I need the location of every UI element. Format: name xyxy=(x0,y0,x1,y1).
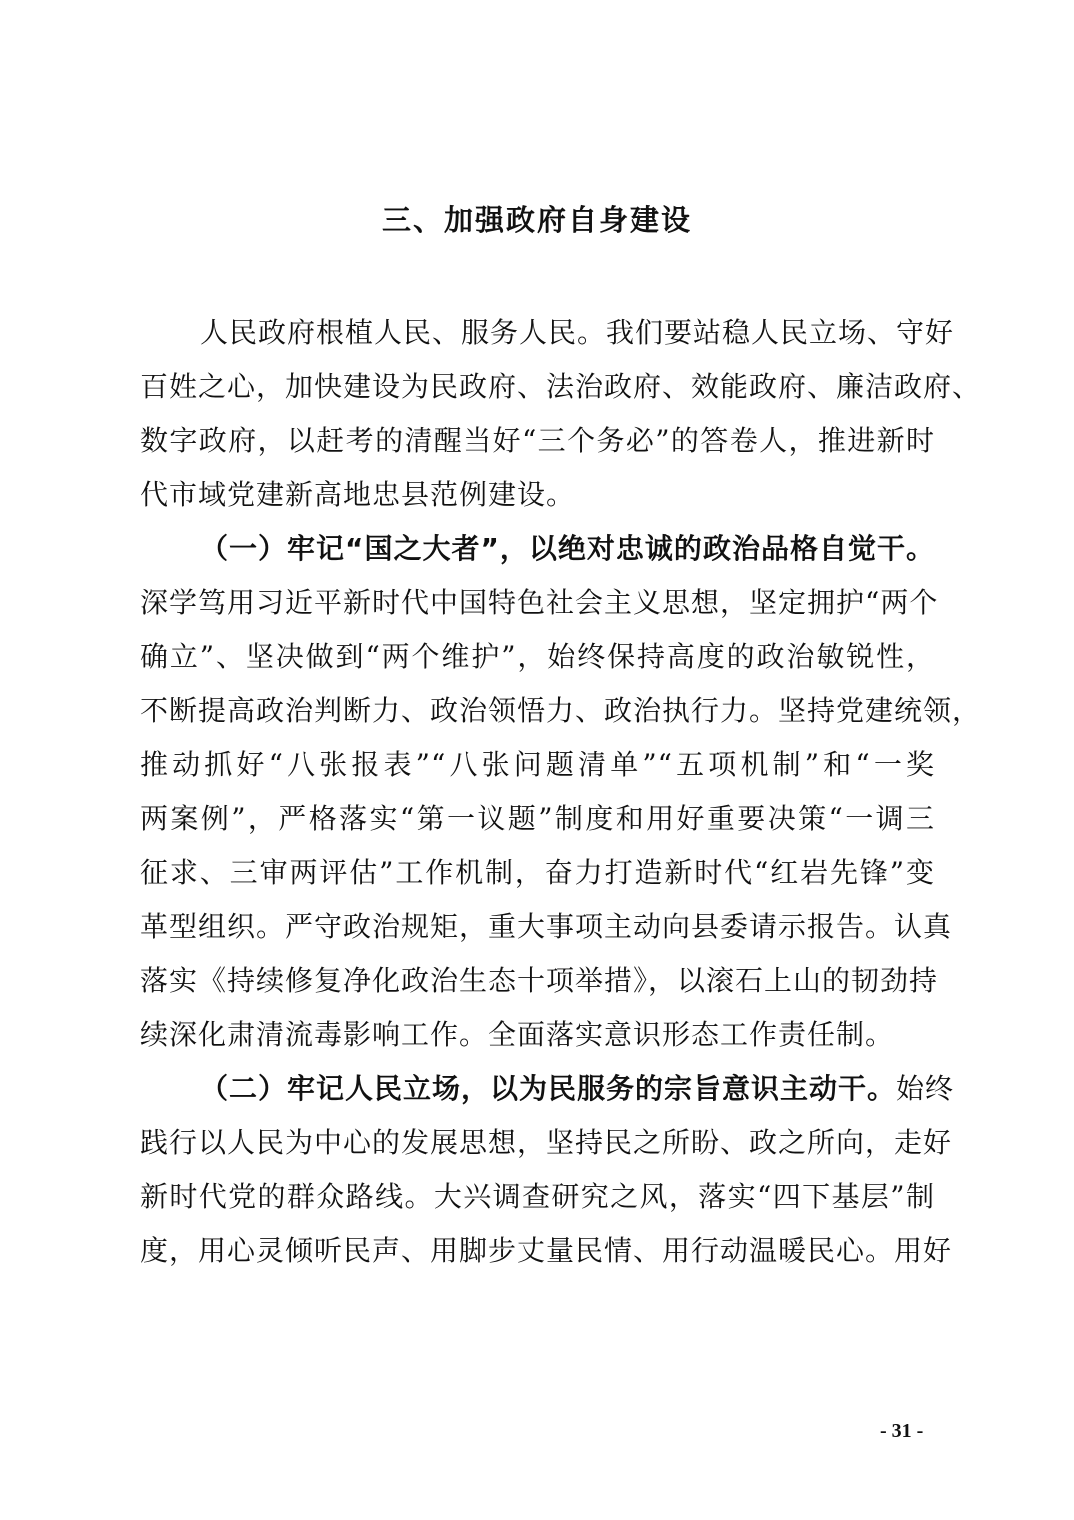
paragraph2-line-4: 推动抓好“八张报表”“八张问题清单”“五项机制”和“一奖 xyxy=(140,748,935,781)
paragraph2-line-5: 两案例”，严格落实“第一议题”制度和用好重要决策“一调三 xyxy=(140,802,935,835)
paragraph2-line-8: 落实《持续修复净化政治生态十项举措》，以滚石上山的韧劲持 xyxy=(140,964,939,997)
paragraph3-first-line xyxy=(200,1069,955,1109)
paragraph3-heading-tail: 始终 xyxy=(896,1072,955,1105)
paragraph3-line-3: 度，用心灵倾听民声、用脚步丈量民情、用行动温暖民心。用好 xyxy=(140,1234,953,1267)
paragraph1-line-3: 数字政府，以赶考的清醒当好“三个务必”的答卷人，推进新时 xyxy=(140,424,935,457)
paragraph2-line-9: 续深化肃清流毒影响工作。全面落实意识形态工作责任制。 xyxy=(140,1018,895,1051)
section-title: 三、加强政府自身建设 xyxy=(381,203,692,237)
paragraph1-line-1: 人民政府根植人民、服务人民。我们要站稳人民立场、守好 xyxy=(200,316,955,349)
paragraph2-heading: （一）牢记“国之大者”，以绝对忠诚的政治品格自觉干。 xyxy=(200,532,935,565)
paragraph2-line-6: 征求、三审两评估”工作机制，奋力打造新时代“红岩先锋”变 xyxy=(140,856,935,889)
paragraph1-line-2: 百姓之心，加快建设为民政府、法治政府、效能政府、廉洁政府、 xyxy=(140,370,982,403)
paragraph2-line-7: 革型组织。严守政治规矩，重大事项主动向县委请示报告。认真 xyxy=(140,910,953,943)
paragraph3-line-2: 新时代党的群众路线。大兴调查研究之风，落实“四下基层”制 xyxy=(140,1180,935,1213)
paragraph1-line-4: 代市域党建新高地忠县范例建设。 xyxy=(140,478,576,511)
paragraph2-line-1: 深学笃用习近平新时代中国特色社会主义思想，坚定拥护“两个 xyxy=(140,586,939,619)
paragraph2-line-3: 不断提高政治判断力、政治领悟力、政治执行力。坚持党建统领， xyxy=(140,694,982,727)
paragraph3-line-1: 践行以人民为中心的发展思想，坚持民之所盼、政之所向，走好 xyxy=(140,1126,953,1159)
page-number: - 31 - xyxy=(880,1420,924,1442)
paragraph3-heading: （二）牢记人民立场，以为民服务的宗旨意识主动干。 xyxy=(200,1072,897,1105)
paragraph2-line-2: 确立”、坚决做到“两个维护”，始终保持高度的政治敏锐性， xyxy=(140,640,935,673)
